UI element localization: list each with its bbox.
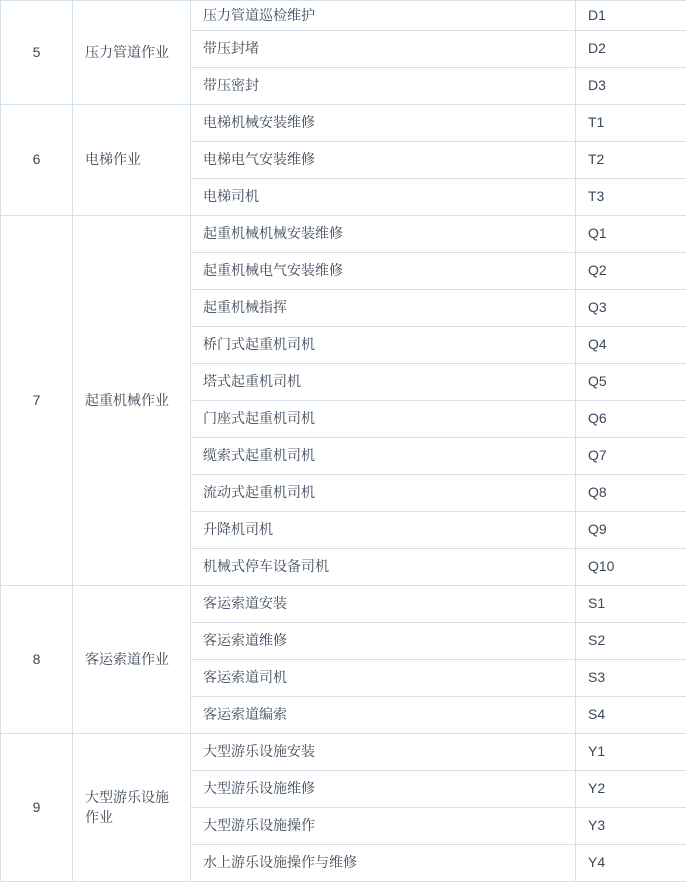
item-name-cell: 水上游乐设施操作与维修 [191,845,576,882]
item-name-cell: 电梯电气安装维修 [191,142,576,179]
item-code-cell: Q10 [576,549,686,586]
item-name-cell: 机械式停车设备司机 [191,549,576,586]
item-code-cell: Q1 [576,216,686,253]
table-row [1,105,686,142]
group-number-cell: 8 [1,586,73,734]
table-row [1,1,686,31]
item-code-cell: S2 [576,623,686,660]
item-name-cell: 大型游乐设施操作 [191,808,576,845]
item-code-cell: S1 [576,586,686,623]
item-code-cell: S3 [576,660,686,697]
item-code-cell: Q4 [576,327,686,364]
item-code-cell: Y2 [576,771,686,808]
item-code-cell: Y4 [576,845,686,882]
item-code-cell: Q5 [576,364,686,401]
item-code-cell: Q2 [576,253,686,290]
item-name-cell: 起重机械指挥 [191,290,576,327]
group-category-cell: 客运索道作业 [73,586,191,734]
item-code-cell: T1 [576,105,686,142]
item-name-cell: 起重机械电气安装维修 [191,253,576,290]
item-code-cell: T2 [576,142,686,179]
item-name-cell: 塔式起重机司机 [191,364,576,401]
item-name-cell: 带压密封 [191,68,576,105]
item-name-cell: 起重机械机械安装维修 [191,216,576,253]
item-name-cell: 流动式起重机司机 [191,475,576,512]
item-name-cell: 缆索式起重机司机 [191,438,576,475]
item-name-cell: 大型游乐设施维修 [191,771,576,808]
item-code-cell: Q3 [576,290,686,327]
item-code-cell: Y3 [576,808,686,845]
item-name-cell: 带压封堵 [191,31,576,68]
item-name-cell: 客运索道安装 [191,586,576,623]
table-row [1,734,686,771]
group-category-cell: 大型游乐设施作业 [73,734,191,882]
item-name-cell: 电梯司机 [191,179,576,216]
item-code-cell: Q9 [576,512,686,549]
table-row [1,216,686,253]
group-number-cell: 9 [1,734,73,882]
item-code-cell: Q6 [576,401,686,438]
group-category-cell: 电梯作业 [73,105,191,216]
table-row [1,586,686,623]
item-name-cell: 客运索道编索 [191,697,576,734]
item-code-cell: T3 [576,179,686,216]
item-name-cell: 大型游乐设施安装 [191,734,576,771]
item-code-cell: Y1 [576,734,686,771]
item-code-cell: D3 [576,68,686,105]
table-body [1,1,686,882]
item-code-cell: Q7 [576,438,686,475]
item-name-cell: 压力管道巡检维护 [191,1,576,31]
item-code-cell: D1 [576,1,686,31]
group-number-cell: 5 [1,1,73,105]
item-name-cell: 客运索道司机 [191,660,576,697]
item-name-cell: 电梯机械安装维修 [191,105,576,142]
group-category-cell: 起重机械作业 [73,216,191,586]
group-number-cell: 6 [1,105,73,216]
group-number-cell: 7 [1,216,73,586]
item-code-cell: Q8 [576,475,686,512]
item-name-cell: 升降机司机 [191,512,576,549]
item-name-cell: 门座式起重机司机 [191,401,576,438]
item-name-cell: 桥门式起重机司机 [191,327,576,364]
item-code-cell: D2 [576,31,686,68]
group-category-cell: 压力管道作业 [73,1,191,105]
item-code-cell: S4 [576,697,686,734]
item-name-cell: 客运索道维修 [191,623,576,660]
